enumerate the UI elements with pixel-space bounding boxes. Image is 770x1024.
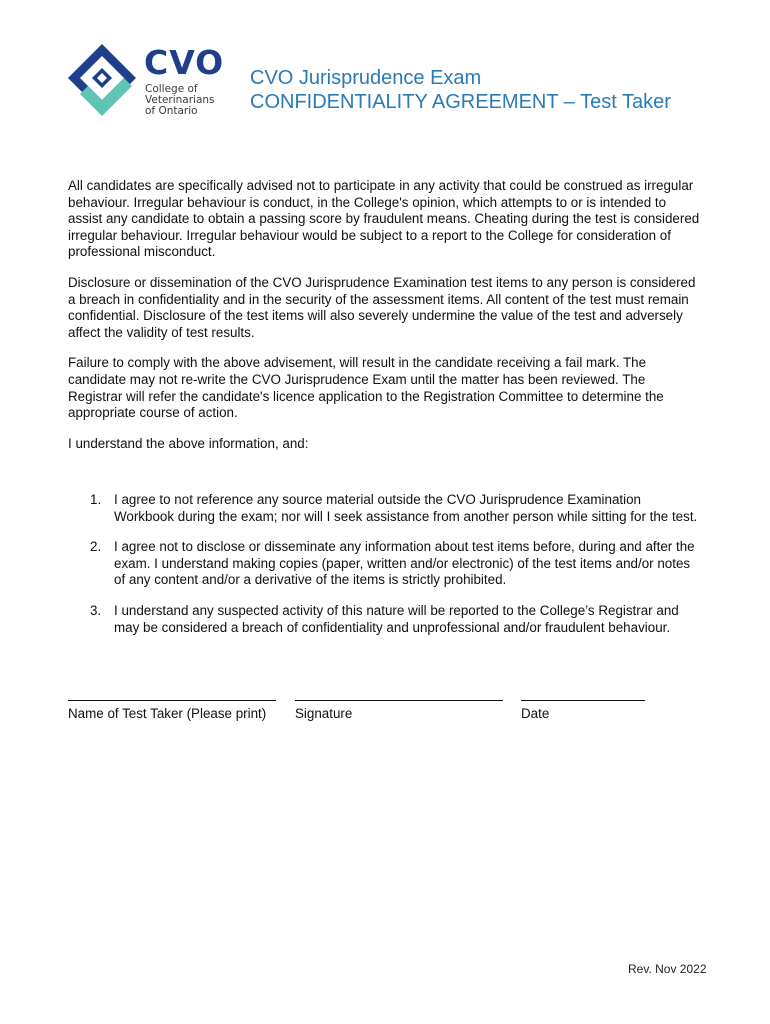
list-item-text: I agree to not reference any source material outside the CVO Jurisprudence Examination Workbook during the exam; nor will I seek assistance from another person while sitting for the test. xyxy=(114,492,698,524)
signature-field-line[interactable] xyxy=(295,690,503,701)
list-item xyxy=(68,492,700,525)
cvo-logo xyxy=(66,42,236,118)
cvo-diamond-logo-icon xyxy=(66,42,142,118)
list-item xyxy=(68,603,700,636)
list-item-text: I agree not to disclose or disseminate any information about test items before, during and after the exam. I understand making copies (paper, written and/or electronic) of the test items and/or notes of any content and/or a derivative of the items is strictly prohibited. xyxy=(114,539,695,588)
title-line-1: CVO Jurisprudence Exam xyxy=(250,67,482,89)
logo-subtitle-line: College of xyxy=(145,83,198,95)
paragraph-failure-to-comply: Failure to comply with the above advisement, will result in the candidate receiving a fail mark. The candidate may not re-write the CVO Jurisprudence Exam until the matter has been reviewed. The Registrar will refer the candidate's licence application to the Registration Committee to determine the appropriate course of action. xyxy=(68,355,664,421)
list-item-number: 1. xyxy=(90,492,102,507)
list-item xyxy=(68,539,700,589)
paragraph-irregular-behaviour: All candidates are specifically advised not to participate in any activity that could be construed as irregular behaviour. Irregular behaviour is conduct, in the College's opinion, which attempts to or is intended to assist any candidate to obtain a passing score by fraudulent means. Cheating during the test is considered irregular behaviour. Irregular behaviour would be subject to a report to the College for consideration of professional misconduct. xyxy=(68,178,700,260)
date-block xyxy=(521,690,645,722)
date-field-line[interactable] xyxy=(521,690,645,701)
logo-subtitle xyxy=(145,84,215,117)
list-item-number: 2. xyxy=(90,539,102,555)
agreement-list xyxy=(68,492,700,650)
logo-subtitle-line: of Ontario xyxy=(145,105,198,117)
list-item-number: 3. xyxy=(90,602,102,618)
list-item-text: I understand any suspected activity of this nature will be reported to the College’s Registrar and may be considered a breach of confidentiality and unprofessional and/or fraudulent behaviour. xyxy=(114,602,679,635)
agreement-body xyxy=(68,178,700,466)
document-title xyxy=(250,66,671,114)
title-line-2: CONFIDENTIALITY AGREEMENT – Test Taker xyxy=(250,91,671,113)
revision-note: Rev. Nov 2022 xyxy=(628,962,707,976)
date-field-label: Date xyxy=(521,706,550,721)
logo-subtitle-line: Veterinarians xyxy=(145,94,215,106)
logo-wordmark: CVO xyxy=(144,43,225,82)
name-signature-block xyxy=(68,690,276,722)
paragraph-understand: I understand the above information, and: xyxy=(68,435,309,451)
name-field-line[interactable] xyxy=(68,690,276,701)
signature-field-label: Signature xyxy=(295,706,353,721)
signature-block xyxy=(295,690,503,722)
name-field-label: Name of Test Taker (Please print) xyxy=(68,706,267,721)
paragraph-disclosure: Disclosure or dissemination of the CVO Jurisprudence Examination test items to any person is considered a breach in confidentiality and in the security of the assessment items. All content of the test must remain confidential. Disclosure of the test items will also severely undermine the value of the test and adversely affect the validity of test results. xyxy=(68,274,696,340)
